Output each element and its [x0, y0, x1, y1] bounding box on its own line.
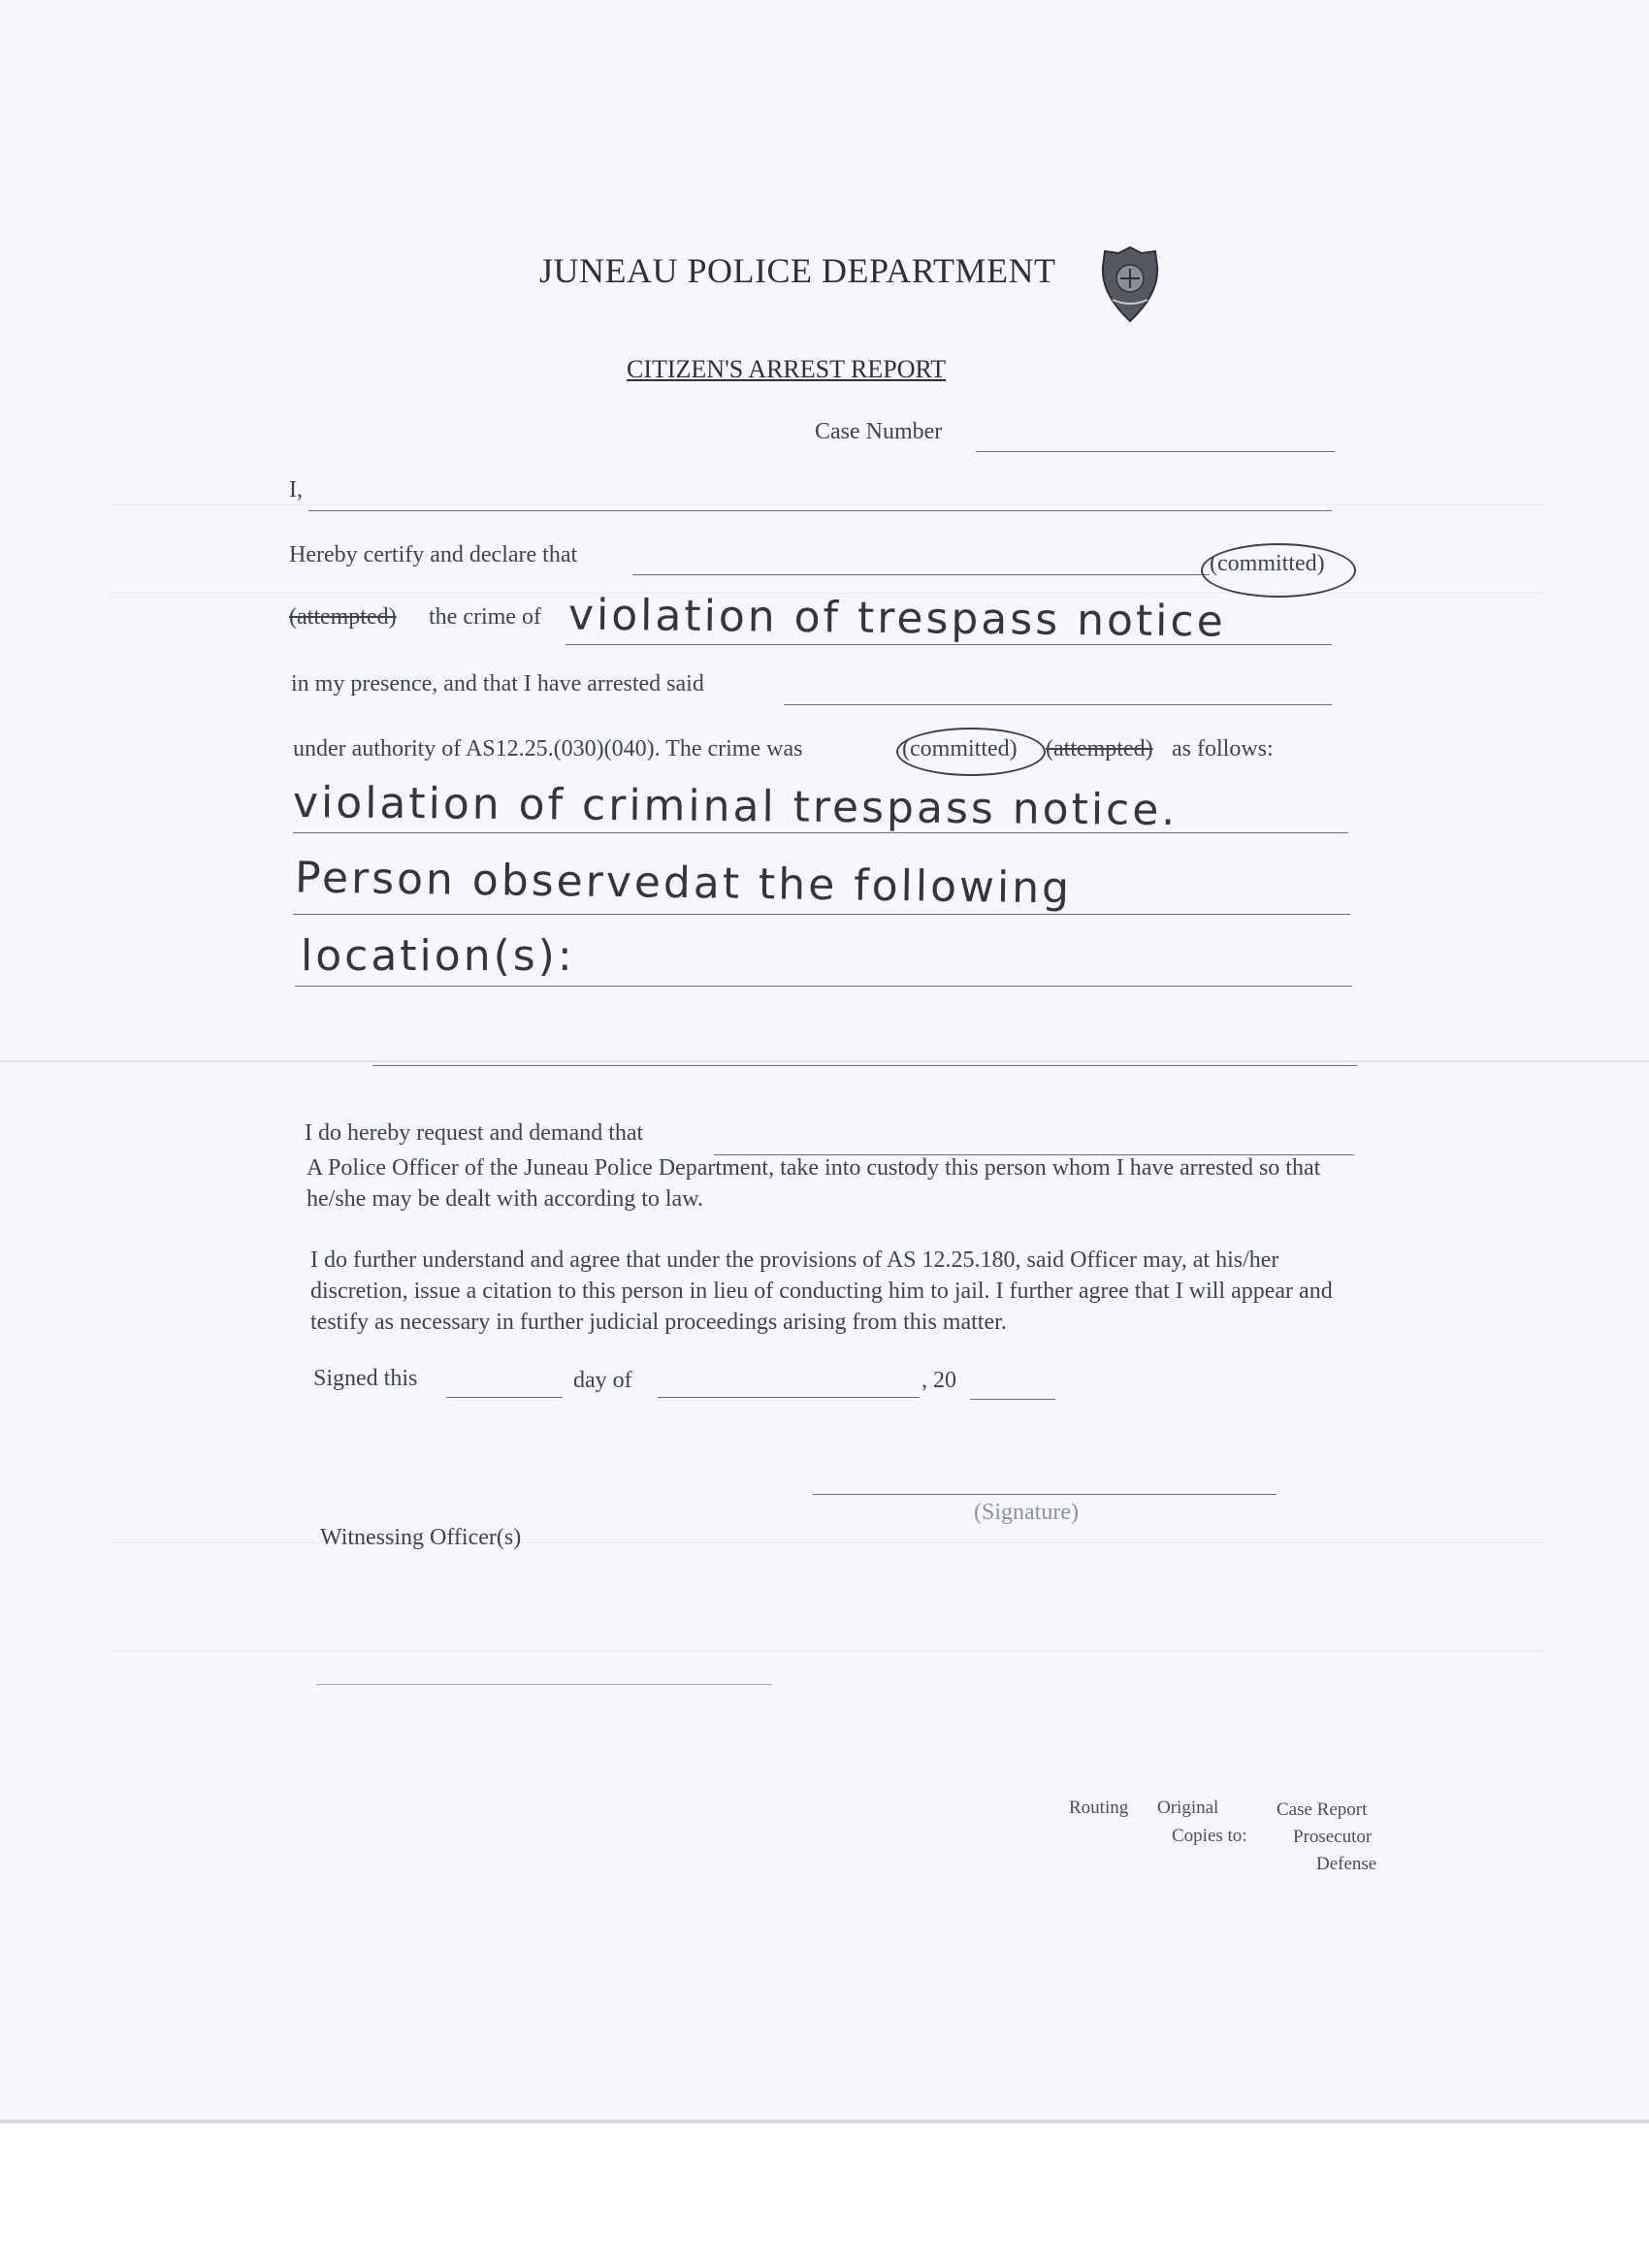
- narrative-rule-4: [372, 1065, 1357, 1066]
- understand-paragraph: I do further understand and agree that under the provisions of AS 12.25.180, said Officer may, at his/her discretion, issue a citation to this person in lieu of conducting him to jail. I further agree that I will appear and testify as necessary in further judicial proceedings arising from this matter.: [310, 1247, 1333, 1335]
- arrested-name-field[interactable]: [784, 704, 1332, 705]
- witness-field[interactable]: [316, 1684, 772, 1685]
- narrative-rule-2: [293, 914, 1350, 915]
- narrative-rule-1: [293, 832, 1348, 833]
- original-label: Original: [1157, 1798, 1219, 1818]
- report-title: CITIZEN'S ARREST REPORT: [627, 355, 947, 383]
- committed-circle: [1201, 543, 1356, 598]
- bleed-through-block: [107, 1542, 1542, 1651]
- narrative-rule-3: [295, 986, 1352, 987]
- case-number-label: Case Number: [815, 419, 943, 444]
- case-report-label: Case Report: [1277, 1799, 1368, 1820]
- signed-this-label: Signed this: [313, 1366, 418, 1391]
- i-label: I,: [289, 477, 303, 502]
- authority-committed-circle: [896, 728, 1046, 776]
- narrative-line-2[interactable]: Person observedat the following: [294, 853, 1073, 914]
- scan-margin: [0, 2123, 1649, 2268]
- crime-value[interactable]: violation of trespass notice: [567, 590, 1226, 647]
- narrative-line-3[interactable]: location(s):: [301, 931, 575, 981]
- day-of-label: day of: [573, 1368, 632, 1393]
- copies-to-label: Copies to:: [1172, 1826, 1247, 1846]
- narrative-line-1[interactable]: violation of criminal trespass notice.: [292, 778, 1179, 835]
- crime-of-label: the crime of: [429, 604, 541, 630]
- declarant-name-field[interactable]: [308, 510, 1332, 511]
- authority-prefix: under authority of AS12.25.(030)(040). The crime was: [293, 736, 803, 761]
- authority-attempted-option[interactable]: (attempted): [1046, 736, 1153, 761]
- crime-field-line: [566, 644, 1332, 645]
- signature-label: (Signature): [974, 1500, 1079, 1525]
- authority-suffix: as follows:: [1172, 736, 1274, 761]
- department-title: JUNEAU POLICE DEPARTMENT: [539, 251, 1056, 290]
- arrestee-name-field[interactable]: [632, 574, 1210, 575]
- witness-label: Witnessing Officer(s): [320, 1525, 522, 1550]
- year-prefix: , 20: [922, 1368, 956, 1393]
- signed-year-field[interactable]: [970, 1399, 1055, 1400]
- request-paragraph: A Police Officer of the Juneau Police Department, take into custody this person whom I have arrested so that he/she may be dealt with according to law.: [307, 1155, 1321, 1212]
- signed-month-field[interactable]: [658, 1397, 920, 1398]
- authority-committed-option[interactable]: (committed): [902, 736, 1018, 761]
- committed-option[interactable]: (committed): [1210, 551, 1325, 576]
- case-number-field[interactable]: [976, 451, 1335, 452]
- police-badge-icon: [1099, 245, 1161, 323]
- certify-label: Hereby certify and declare that: [289, 542, 578, 567]
- signature-field[interactable]: [813, 1494, 1277, 1495]
- routing-label: Routing: [1069, 1798, 1129, 1818]
- request-label: I do hereby request and demand that: [305, 1120, 644, 1146]
- signed-day-field[interactable]: [446, 1397, 563, 1398]
- presence-label: in my presence, and that I have arrested said: [291, 671, 704, 697]
- prosecutor-label: Prosecutor: [1293, 1827, 1373, 1847]
- fold-crease: [0, 1060, 1649, 1062]
- attempted-option[interactable]: (attempted): [289, 604, 397, 630]
- defense-label: Defense: [1316, 1854, 1377, 1874]
